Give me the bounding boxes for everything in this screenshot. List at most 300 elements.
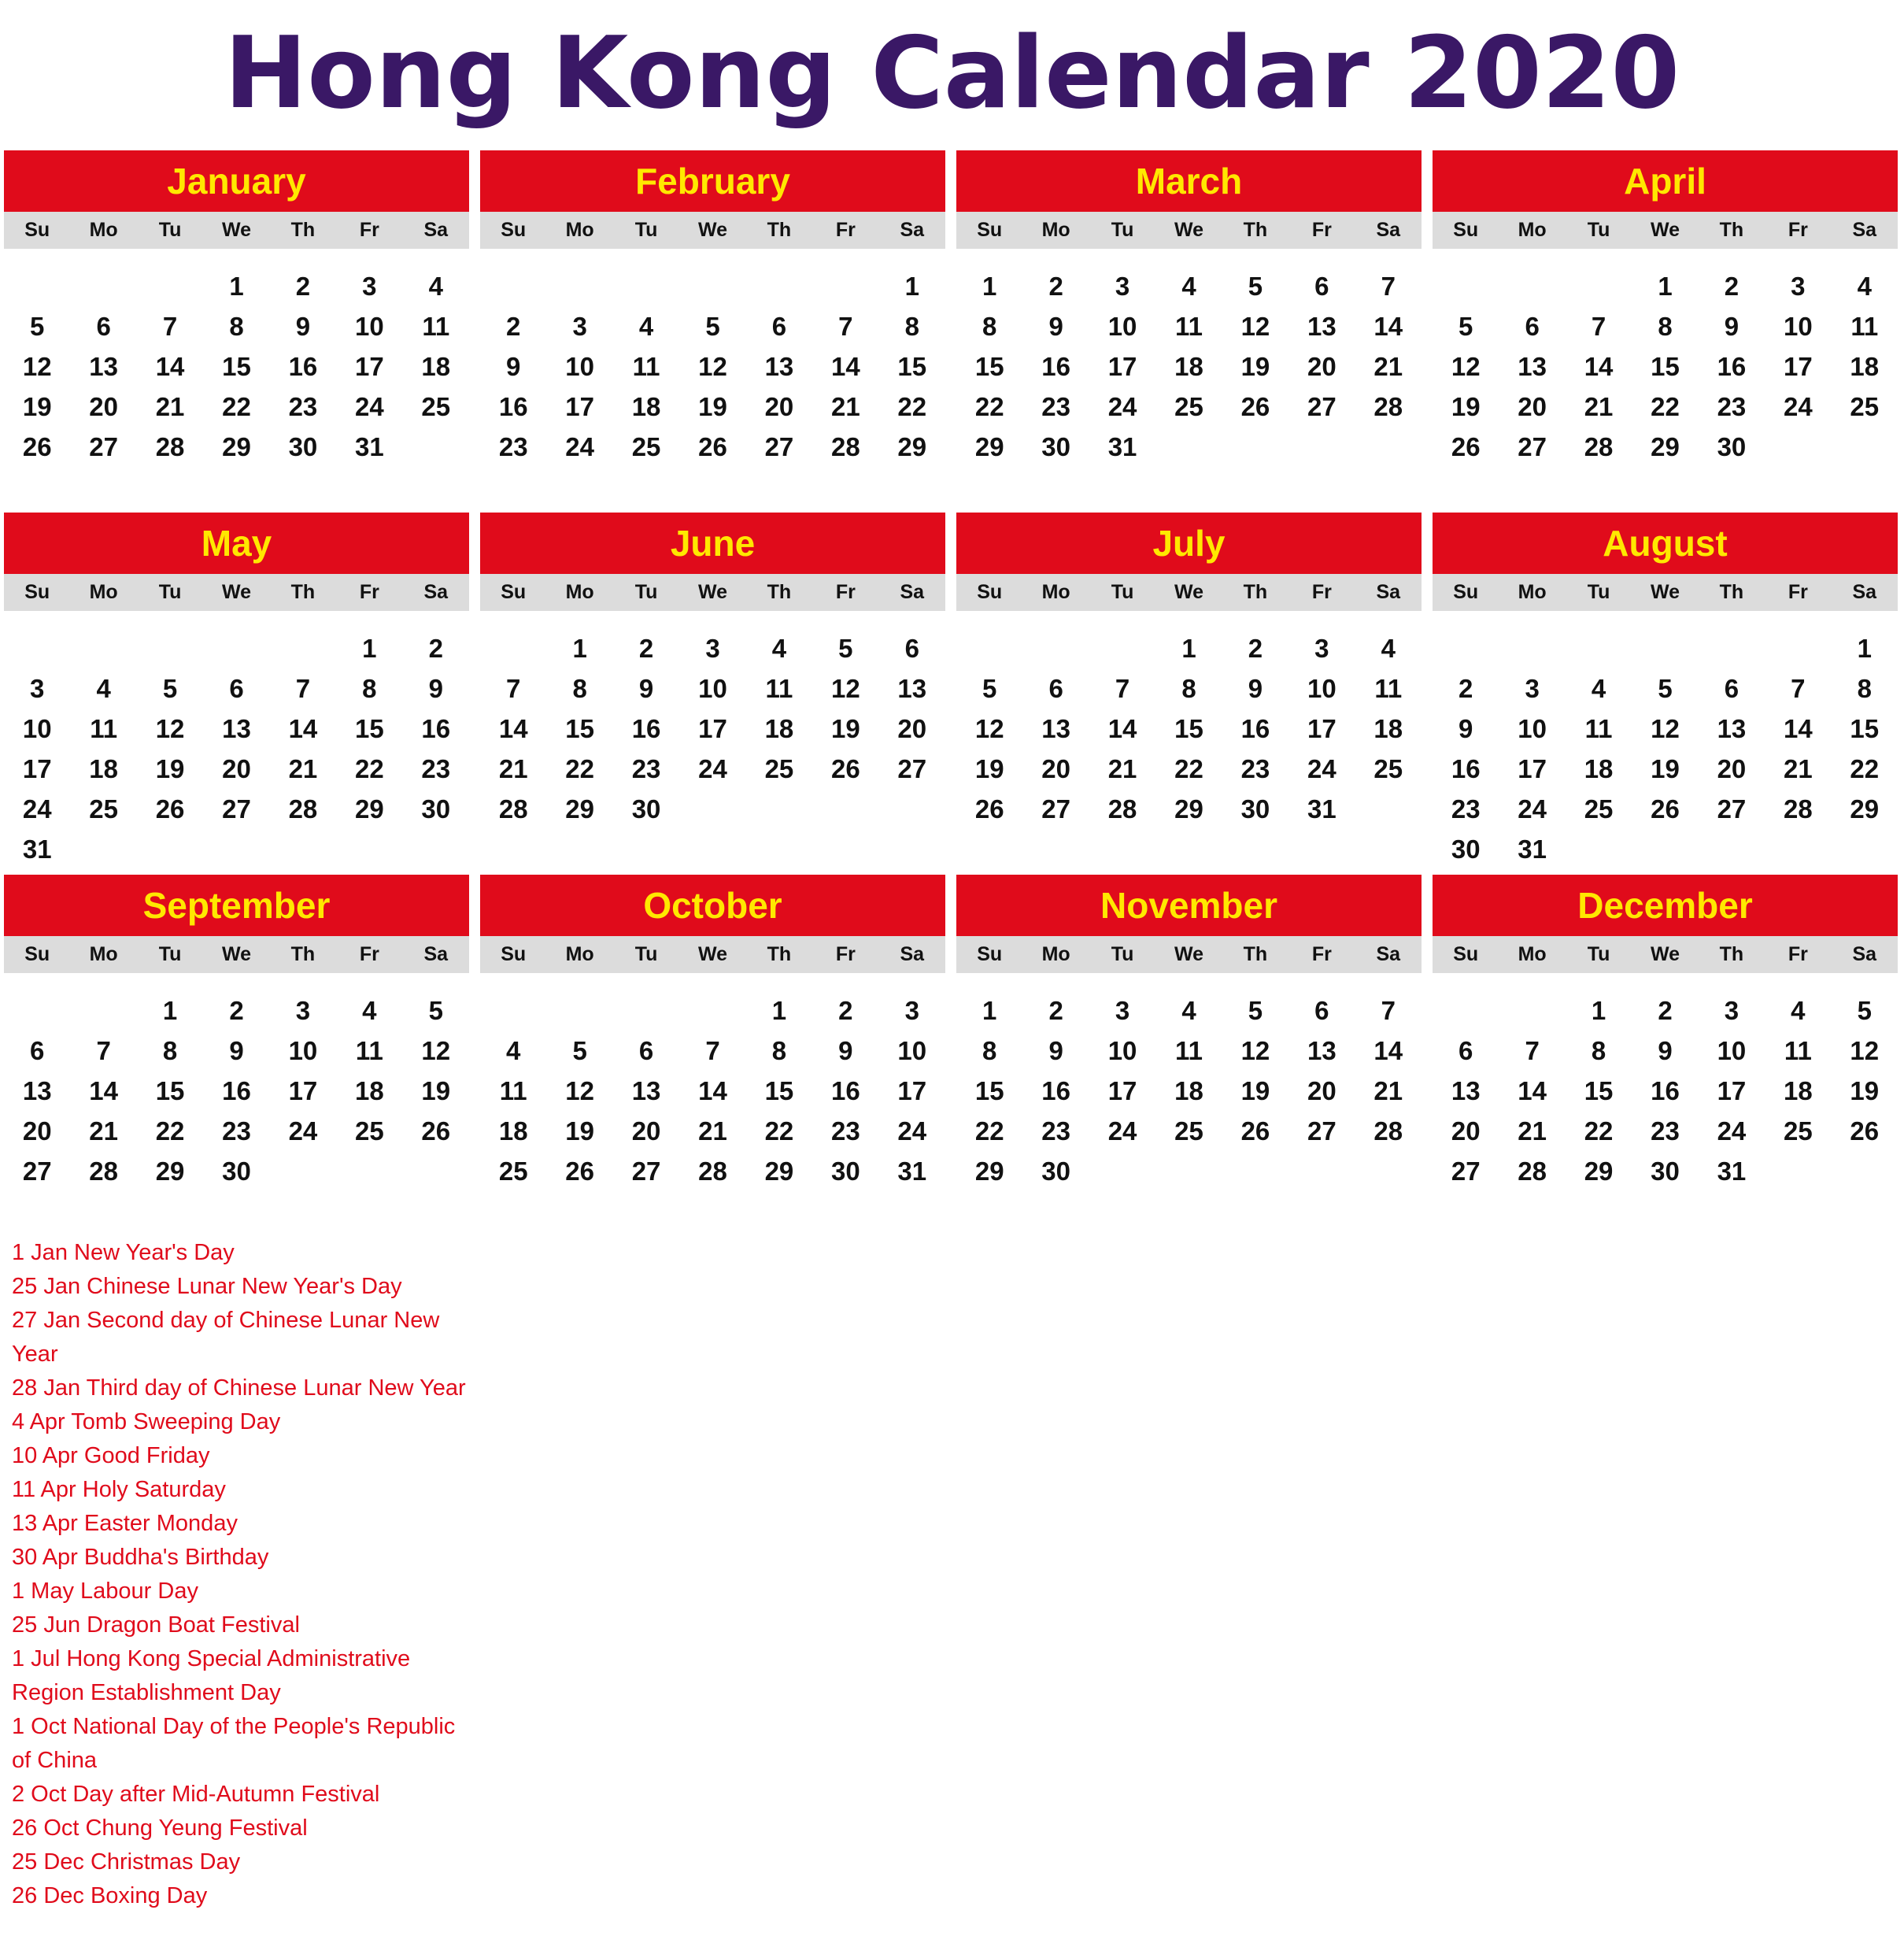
weekday-label: Th — [1243, 581, 1268, 603]
day-cell: 27 — [764, 432, 794, 461]
day-cell: 20 — [22, 1116, 52, 1146]
day-cell: 4 — [506, 1036, 521, 1065]
month-header: May — [4, 513, 469, 574]
day-cell: 14 — [830, 352, 860, 381]
day-cell: 20 — [631, 1116, 661, 1146]
day-cell: 28 — [1107, 794, 1137, 824]
day-cell: 6 — [96, 312, 111, 341]
day-cell: 11 — [1175, 1036, 1203, 1065]
day-cell: 25 — [1850, 392, 1880, 421]
weekday-label: We — [1650, 943, 1680, 965]
day-cell: 25 — [1783, 1116, 1813, 1146]
weekday-label: Mo — [1041, 581, 1070, 603]
day-cell: 7 — [96, 1036, 111, 1065]
weekday-label: Tu — [1587, 219, 1610, 241]
weekday-label: Sa — [423, 219, 449, 241]
day-cell: 29 — [565, 794, 594, 824]
day-cell: 24 — [1107, 1116, 1137, 1146]
day-cell: 3 — [904, 996, 919, 1025]
day-cell: 7 — [506, 674, 521, 703]
day-cell: 17 — [354, 352, 384, 381]
holiday-item: 26 Oct Chung Yeung Festival — [12, 1815, 308, 1841]
day-cell: 16 — [830, 1076, 860, 1105]
day-cell: 20 — [764, 392, 794, 421]
weekday-label: Fr — [1311, 581, 1332, 603]
day-cell: 8 — [1591, 1036, 1606, 1065]
day-cell: 15 — [1584, 1076, 1614, 1105]
month-header: September — [4, 875, 469, 936]
day-cell: 17 — [1518, 754, 1547, 783]
day-cell: 29 — [974, 432, 1004, 461]
day-cell: 5 — [838, 634, 853, 663]
day-cell: 6 — [1724, 674, 1739, 703]
day-cell: 6 — [1459, 1036, 1473, 1065]
day-cell: 22 — [565, 754, 594, 783]
holiday-item: 26 Dec Boxing Day — [12, 1883, 208, 1908]
day-cell: 15 — [1651, 352, 1680, 381]
day-cell: 13 — [89, 352, 118, 381]
day-cell: 18 — [1783, 1076, 1813, 1105]
weekday-label: Su — [977, 943, 1003, 965]
day-grid — [1433, 973, 1898, 1191]
month-header: November — [956, 875, 1422, 936]
day-cell: 22 — [1584, 1116, 1614, 1146]
day-cell: 23 — [830, 1116, 860, 1146]
day-empty — [270, 628, 336, 668]
day-cell: 27 — [1518, 432, 1547, 461]
day-cell: 1 — [229, 272, 244, 301]
day-cell: 4 — [771, 634, 787, 663]
day-cell: 3 — [705, 634, 720, 663]
weekday-label: Tu — [158, 943, 182, 965]
day-cell: 25 — [421, 392, 451, 421]
day-cell: 5 — [1248, 996, 1263, 1025]
weekday-label: Mo — [89, 943, 118, 965]
weekday-label: Su — [1453, 943, 1479, 965]
day-cell: 29 — [354, 794, 384, 824]
holiday-item: 30 Apr Buddha's Birthday — [12, 1545, 269, 1570]
day-cell: 13 — [22, 1076, 52, 1105]
day-cell: 15 — [354, 714, 384, 743]
day-cell: 8 — [1658, 312, 1673, 341]
weekday-label: Mo — [89, 581, 118, 603]
weekday-row — [1433, 936, 1898, 973]
day-cell: 13 — [631, 1076, 661, 1105]
day-cell: 30 — [421, 794, 451, 824]
day-cell: 9 — [838, 1036, 853, 1065]
day-cell: 25 — [764, 754, 794, 783]
day-cell: 22 — [222, 392, 251, 421]
day-cell: 6 — [30, 1036, 45, 1065]
day-cell: 3 — [1724, 996, 1739, 1025]
weekday-label: Su — [24, 581, 50, 603]
day-cell: 9 — [506, 352, 521, 381]
day-cell: 16 — [1240, 714, 1270, 743]
day-cell: 19 — [1850, 1076, 1880, 1105]
day-cell: 23 — [1041, 1116, 1070, 1146]
day-cell: 17 — [1783, 352, 1813, 381]
day-cell: 11 — [1584, 714, 1613, 743]
day-cell: 7 — [838, 312, 853, 341]
day-cell: 25 — [1373, 754, 1403, 783]
day-cell: 18 — [1174, 352, 1203, 381]
day-cell: 23 — [1651, 1116, 1680, 1146]
day-cell: 4 — [638, 312, 654, 341]
day-cell: 7 — [1791, 674, 1806, 703]
day-cell: 6 — [771, 312, 787, 341]
day-cell: 12 — [698, 352, 727, 381]
weekday-label: Su — [501, 219, 527, 241]
day-cell: 14 — [1584, 352, 1614, 381]
day-cell: 16 — [1651, 1076, 1680, 1105]
month-october — [480, 875, 945, 1213]
day-cell: 25 — [1174, 1116, 1203, 1146]
day-cell: 8 — [162, 1036, 178, 1065]
day-cell: 15 — [1850, 714, 1880, 743]
day-empty — [137, 628, 203, 668]
day-cell: 12 — [1850, 1036, 1880, 1065]
day-cell: 18 — [1373, 714, 1403, 743]
day-cell: 19 — [830, 714, 860, 743]
day-cell: 9 — [428, 674, 443, 703]
weekday-label: Tu — [1111, 581, 1134, 603]
day-cell: 4 — [1381, 634, 1396, 663]
day-cell: 6 — [1525, 312, 1540, 341]
day-cell: 20 — [89, 392, 118, 421]
weekday-label: Su — [1453, 219, 1479, 241]
weekday-label: Th — [290, 219, 316, 241]
day-empty — [1433, 266, 1499, 306]
day-cell: 1 — [1658, 272, 1673, 301]
day-cell: 3 — [362, 272, 377, 301]
day-cell: 6 — [1314, 272, 1329, 301]
day-cell: 9 — [1658, 1036, 1673, 1065]
day-cell: 10 — [1107, 1036, 1137, 1065]
day-cell: 22 — [155, 1116, 185, 1146]
month-november — [956, 875, 1422, 1213]
day-cell: 1 — [162, 996, 178, 1025]
day-cell: 4 — [1181, 272, 1196, 301]
day-cell: 26 — [974, 794, 1004, 824]
day-empty — [70, 266, 136, 306]
day-cell: 29 — [222, 432, 251, 461]
weekday-label: Fr — [359, 219, 379, 241]
weekday-row — [1433, 212, 1898, 249]
day-cell: 14 — [698, 1076, 727, 1105]
month-header: March — [956, 150, 1422, 212]
day-cell: 17 — [22, 754, 52, 783]
day-cell: 24 — [1717, 1116, 1747, 1146]
day-cell: 25 — [1174, 392, 1203, 421]
day-cell: 28 — [830, 432, 860, 461]
month-july — [956, 513, 1422, 851]
day-cell: 30 — [1041, 432, 1070, 461]
day-cell: 24 — [1107, 392, 1137, 421]
weekday-label: Sa — [1852, 581, 1877, 603]
weekday-label: Tu — [1111, 219, 1134, 241]
day-empty — [746, 266, 812, 306]
day-cell: 27 — [1041, 794, 1070, 824]
weekday-label: Fr — [835, 219, 856, 241]
day-cell: 21 — [89, 1116, 118, 1146]
day-empty — [137, 266, 203, 306]
day-cell: 27 — [1307, 1116, 1336, 1146]
day-cell: 1 — [362, 634, 377, 663]
day-cell: 17 — [288, 1076, 318, 1105]
weekday-row — [4, 936, 469, 973]
day-cell: 25 — [498, 1157, 528, 1186]
weekday-label: Tu — [634, 219, 658, 241]
day-cell: 9 — [638, 674, 654, 703]
day-cell: 24 — [565, 432, 594, 461]
weekday-label: Fr — [1788, 219, 1808, 241]
day-cell: 2 — [1048, 996, 1063, 1025]
day-cell: 14 — [498, 714, 528, 743]
day-cell: 7 — [1591, 312, 1606, 341]
day-cell: 24 — [22, 794, 52, 824]
day-cell: 8 — [229, 312, 244, 341]
weekday-label: Tu — [1587, 581, 1610, 603]
day-cell: 7 — [1115, 674, 1130, 703]
day-cell: 10 — [897, 1036, 927, 1065]
day-grid — [1433, 249, 1898, 467]
day-empty — [1022, 628, 1089, 668]
day-cell: 11 — [90, 714, 118, 743]
day-cell: 11 — [632, 352, 660, 381]
day-cell: 25 — [89, 794, 118, 824]
day-cell: 7 — [1381, 996, 1396, 1025]
weekday-label: Sa — [900, 219, 925, 241]
day-cell: 7 — [1381, 272, 1396, 301]
day-cell: 21 — [1373, 1076, 1403, 1105]
day-cell: 29 — [1651, 432, 1680, 461]
day-cell: 21 — [698, 1116, 727, 1146]
day-cell: 4 — [362, 996, 377, 1025]
day-cell: 9 — [1048, 1036, 1063, 1065]
month-april — [1433, 150, 1898, 489]
day-cell: 21 — [830, 392, 860, 421]
weekday-label: We — [221, 581, 252, 603]
weekday-label: Sa — [423, 943, 449, 965]
day-cell: 9 — [1724, 312, 1739, 341]
day-cell: 21 — [1518, 1116, 1547, 1146]
month-may — [4, 513, 469, 864]
day-cell: 27 — [1307, 392, 1336, 421]
day-cell: 20 — [1451, 1116, 1481, 1146]
day-cell: 3 — [30, 674, 45, 703]
day-cell: 23 — [631, 754, 661, 783]
month-header: August — [1433, 513, 1898, 574]
day-cell: 31 — [1518, 835, 1547, 864]
day-cell: 10 — [1107, 312, 1137, 341]
day-cell: 11 — [1175, 312, 1203, 341]
day-grid — [4, 249, 469, 467]
weekday-label: Mo — [89, 219, 118, 241]
month-december — [1433, 875, 1898, 1213]
holiday-item: 25 Dec Christmas Day — [12, 1849, 241, 1875]
day-cell: 15 — [155, 1076, 185, 1105]
weekday-label: Sa — [1852, 943, 1877, 965]
weekday-label: Su — [1453, 581, 1479, 603]
holiday-list — [12, 1236, 468, 1913]
day-cell: 30 — [631, 794, 661, 824]
day-cell: 16 — [222, 1076, 251, 1105]
day-cell: 8 — [904, 312, 919, 341]
day-cell: 18 — [89, 754, 118, 783]
day-cell: 20 — [1307, 352, 1336, 381]
day-cell: 19 — [1651, 754, 1680, 783]
day-cell: 17 — [698, 714, 727, 743]
weekday-label: Sa — [423, 581, 449, 603]
day-cell: 12 — [421, 1036, 451, 1065]
day-cell: 27 — [1717, 794, 1747, 824]
day-empty — [546, 990, 612, 1031]
day-cell: 6 — [1314, 996, 1329, 1025]
month-january — [4, 150, 469, 489]
day-cell: 7 — [295, 674, 311, 703]
day-cell: 5 — [1248, 272, 1263, 301]
day-grid — [480, 973, 945, 1191]
day-cell: 5 — [428, 996, 443, 1025]
day-cell: 8 — [1857, 674, 1872, 703]
weekday-row — [480, 212, 945, 249]
day-cell: 28 — [1584, 432, 1614, 461]
weekday-label: Sa — [1852, 219, 1877, 241]
day-cell: 31 — [1107, 432, 1137, 461]
day-cell: 15 — [222, 352, 251, 381]
weekday-label: Th — [290, 581, 316, 603]
day-cell: 27 — [89, 432, 118, 461]
day-grid — [480, 249, 945, 467]
weekday-label: Mo — [1041, 219, 1070, 241]
day-cell: 13 — [1041, 714, 1070, 743]
weekday-label: Mo — [1518, 219, 1547, 241]
day-empty — [1566, 266, 1632, 306]
day-cell: 27 — [1451, 1157, 1481, 1186]
day-cell: 5 — [572, 1036, 587, 1065]
day-cell: 28 — [698, 1157, 727, 1186]
day-cell: 9 — [295, 312, 311, 341]
day-empty — [1632, 628, 1698, 668]
day-cell: 2 — [506, 312, 521, 341]
month-header: July — [956, 513, 1422, 574]
day-cell: 1 — [1181, 634, 1196, 663]
day-cell: 1 — [572, 634, 587, 663]
weekday-label: Sa — [900, 581, 925, 603]
weekday-label: Fr — [359, 581, 379, 603]
day-grid — [956, 249, 1422, 467]
day-cell: 27 — [897, 754, 927, 783]
day-cell: 17 — [1307, 714, 1336, 743]
day-cell: 2 — [1459, 674, 1473, 703]
holiday-item: 27 Jan Second day of Chinese Lunar New Year — [12, 1308, 440, 1367]
weekday-label: Th — [1243, 219, 1268, 241]
weekday-label: We — [1174, 581, 1204, 603]
weekday-label: Th — [1719, 943, 1744, 965]
day-cell: 21 — [1373, 352, 1403, 381]
day-cell: 29 — [764, 1157, 794, 1186]
day-cell: 20 — [897, 714, 927, 743]
day-cell: 15 — [897, 352, 927, 381]
day-empty — [4, 628, 70, 668]
day-cell: 6 — [229, 674, 244, 703]
day-cell: 26 — [421, 1116, 451, 1146]
holiday-item: 11 Apr Holy Saturday — [12, 1477, 226, 1502]
day-cell: 9 — [1048, 312, 1063, 341]
day-cell: 22 — [354, 754, 384, 783]
day-cell: 20 — [1518, 392, 1547, 421]
day-grid — [1433, 611, 1898, 869]
weekday-label: Fr — [1788, 943, 1808, 965]
day-empty — [1499, 990, 1565, 1031]
day-cell: 21 — [1584, 392, 1614, 421]
day-empty — [613, 990, 679, 1031]
day-cell: 4 — [428, 272, 443, 301]
day-cell: 17 — [897, 1076, 927, 1105]
day-cell: 28 — [155, 432, 185, 461]
day-cell: 13 — [222, 714, 251, 743]
day-cell: 2 — [838, 996, 853, 1025]
month-header: January — [4, 150, 469, 212]
day-cell: 13 — [1307, 1036, 1336, 1065]
day-empty — [1433, 628, 1499, 668]
day-cell: 20 — [1041, 754, 1070, 783]
day-cell: 15 — [1174, 714, 1203, 743]
day-cell: 26 — [1850, 1116, 1880, 1146]
weekday-row — [956, 936, 1422, 973]
weekday-label: Su — [24, 219, 50, 241]
day-cell: 7 — [162, 312, 178, 341]
day-empty — [480, 990, 546, 1031]
weekday-label: We — [697, 581, 728, 603]
day-cell: 16 — [498, 392, 528, 421]
day-cell: 3 — [1314, 634, 1329, 663]
day-cell: 31 — [1717, 1157, 1747, 1186]
day-cell: 18 — [421, 352, 451, 381]
day-cell: 6 — [904, 634, 919, 663]
day-cell: 4 — [1591, 674, 1606, 703]
day-cell: 2 — [1048, 272, 1063, 301]
weekday-row — [4, 212, 469, 249]
day-cell: 13 — [1307, 312, 1336, 341]
holiday-item: 1 Oct National Day of the People's Republic of China — [12, 1714, 456, 1773]
day-cell: 29 — [897, 432, 927, 461]
day-cell: 8 — [1181, 674, 1196, 703]
day-cell: 26 — [565, 1157, 594, 1186]
day-cell: 12 — [565, 1076, 594, 1105]
day-cell: 10 — [565, 352, 594, 381]
day-empty — [4, 990, 70, 1031]
weekday-label: Su — [501, 581, 527, 603]
day-cell: 26 — [1240, 392, 1270, 421]
day-empty — [70, 628, 136, 668]
day-cell: 10 — [1717, 1036, 1747, 1065]
day-cell: 1 — [771, 996, 787, 1025]
day-cell: 3 — [1115, 996, 1130, 1025]
day-cell: 1 — [1591, 996, 1606, 1025]
day-cell: 19 — [22, 392, 52, 421]
day-cell: 4 — [1791, 996, 1806, 1025]
day-cell: 26 — [1451, 432, 1481, 461]
weekday-label: Tu — [158, 219, 182, 241]
day-empty — [1765, 628, 1831, 668]
day-cell: 29 — [1174, 794, 1203, 824]
day-cell: 21 — [1107, 754, 1137, 783]
day-cell: 19 — [698, 392, 727, 421]
day-cell: 21 — [155, 392, 185, 421]
day-cell: 19 — [565, 1116, 594, 1146]
day-cell: 1 — [982, 996, 997, 1025]
